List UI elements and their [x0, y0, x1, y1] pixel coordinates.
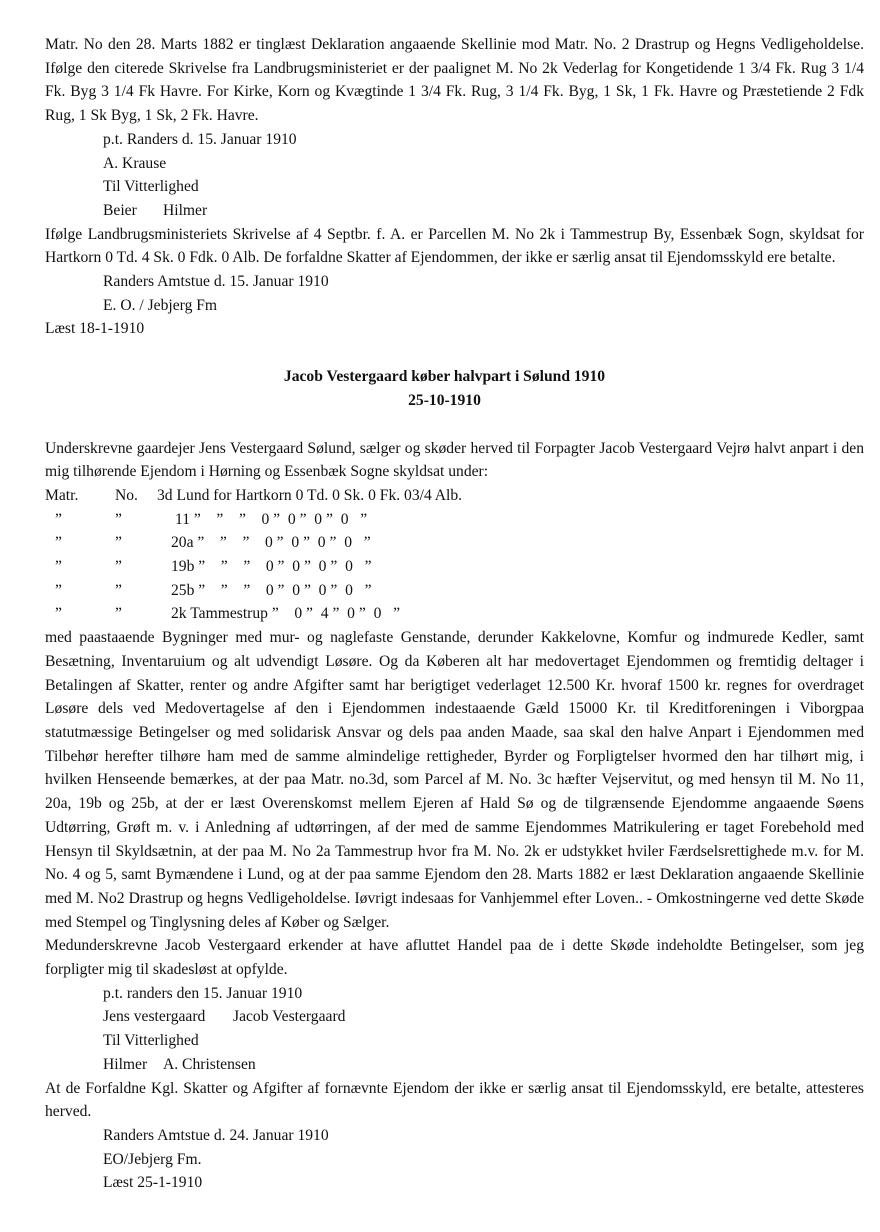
- registration-note: Læst 25-1-1910: [103, 1174, 203, 1192]
- table-cell: 25b ” ” ” 0 ” 0 ” 0 ” 0 ”: [171, 581, 372, 599]
- section-date: 25-10-1910: [408, 391, 481, 409]
- table-cell: ”: [115, 605, 122, 623]
- table-row: [45, 531, 505, 555]
- place-date-line: Randers Amtstue d. 24. Januar 1910: [103, 1126, 329, 1144]
- signature-name: EO/Jebjerg Fm.: [103, 1150, 202, 1168]
- table-cell: 3d Lund for Hartkorn 0 Td. 0 Sk. 0 Fk. 03/4 Alb.: [157, 486, 463, 504]
- witness-name: A. Christensen: [163, 1055, 256, 1073]
- deed-intro: Underskrevne gaardejer Jens Vestergaard Sølund, sælger og skøder herved til Forpagter Jacob Vestergaard Vejrø halvt anpart i den mig tilhørende Ejendom i Hørning og Essenbæk Sogne skyldsat under:: [45, 439, 864, 481]
- table-cell: 2k Tammestrup ” 0 ” 4 ” 0 ” 0 ”: [171, 605, 401, 623]
- buyer-acknowledgement: Medunderskrevne Jacob Vestergaard erkender at have afluttet Handel paa de i dette Skøde indeholdte Betingelser, som jeg forpligter mig til skadesløst at opfylde.: [45, 937, 864, 979]
- signature-name: A. Krause: [103, 154, 167, 172]
- table-cell: ”: [55, 558, 62, 576]
- party-signatures: [45, 1005, 864, 1029]
- table-cell: ”: [55, 534, 62, 552]
- table-cell: ”: [55, 605, 62, 623]
- deed-body: med paastaaende Bygninger med mur- og naglefaste Genstande, derunder Kakkelovne, Komfur og indmurede Kedler, samt Besætning, Inventaruium og alt udvendigt Løsøre. Og da Køberen alt har medovertaget Ejendommen og fremtidig deltager i Betalingen af Skatter, renter og andre Afgifter samt har berigtiget vederlaget 12.500 Kr. hvoraf 1500 kr. regnes for overdraget Løsøre dels ved Medovertagelse af den i Ejendommen indestaaende Gæld 15000 Kr. til Kreditforeningen i Viborgpaa statutmæssige Betingelser og med solidarisk Ansvar og dels paa anden Maade, saa skal den halve Anpart i Ejendommen med Tilbehør herefter tilhøre ham med de samme almindelige rettigheder, Byrder og Forpligtelser hvormed den har tilhørt mig, i hvilken Henseende bemærkes, at der paa Matr. no.3d, som Parcel af M. No. 3c hæfter Vejservitut, og med hensyn til M. No 11, 20a, 19b og 25b, at der er læst Overenskomst mellem Ejeren af Hald Sø og de tilgrænsende Ejendomme angaaende Søens Udtørring, Grøft m. v. i Anledning af udtørringen, af der med de samme Ejendommes Matrikulering er taget Forebehold med Hensyn til Skyldsætnin, at der paa M. No 2a Tammestrup hvor fra M. No. 2k er udstykket hviler Færdselsrettighede m.v. for M. No. 4 og 5, samt Bymændene i Lund, og at der paa samme Ejendom den 28. Marts 1882 er læst Deklaration angaaende Skellinie med M. No2 Drastrup og hegns Vedligeholdelse. Iøvrigt indesaas for Vanhjemmel efter Loven.. - Omkostningerne ved dette Skøde med Stempel og Tinglysning deles af Køber og Sælger.: [45, 629, 864, 931]
- witness-heading: Til Vitterlighed: [103, 178, 199, 196]
- witness-names: [45, 1053, 864, 1077]
- paragraph-ministry: Ifølge Landbrugsministeriets Skrivelse af 4 Septbr. f. A. er Parcellen M. No 2k i Tammestrup By, Essenbæk Sogn, skyldsat for Hartkorn 0 Td. 4 Sk. 0 Fdk. 0 Alb. De forfaldne Skatter af Ejendommen, der ikke er særlig ansat til Ejendomsskyld ere betalte.: [45, 225, 864, 267]
- buyer-signature: Jacob Vestergaard: [233, 1008, 346, 1026]
- paragraph-declaration: Matr. No den 28. Marts 1882 er tinglæst Deklaration angaaende Skellinie mod Matr. No. 2 Drastrup og Hegns Vedligeholdelse. Ifølge den citerede Skrivelse fra Landbrugsministeriet er der paalignet M. No 2k Vederlag for Kongetidende 1 3/4 Fk. Rug 3 1/4 Fk. Byg 3 1/4 Fk Havre. For Kirke, Korn og Kvægtinde 1 3/4 Fk. Rug, 3 1/4 Fk. Byg, 1 Sk, 1 Fk. Havre og Præstetiende 2 Fdk Rug, 1 Sk Byg, 1 Sk, 2 Fk. Havre.: [45, 36, 864, 125]
- table-cell: 19b ” ” ” 0 ” 0 ” 0 ” 0 ”: [171, 558, 372, 576]
- table-cell: 20a ” ” ” 0 ” 0 ” 0 ” 0 ”: [171, 534, 371, 552]
- table-row: [45, 508, 505, 532]
- table-row: [45, 484, 505, 508]
- table-cell: No.: [115, 486, 138, 504]
- table-cell: ”: [115, 581, 122, 599]
- witness-heading: Til Vitterlighed: [103, 1032, 199, 1050]
- table-row: [45, 555, 505, 579]
- witness-name: Beier: [103, 201, 137, 219]
- seller-signature: Jens vestergaard: [103, 1008, 206, 1026]
- signature-name: E. O. / Jebjerg Fm: [103, 296, 218, 314]
- table-cell: 11 ” ” ” 0 ” 0 ” 0 ” 0 ”: [175, 510, 368, 528]
- place-date-line: p.t. randers den 15. Januar 1910: [103, 984, 303, 1002]
- table-cell: ”: [115, 558, 122, 576]
- table-row: [45, 579, 505, 603]
- witness-names: [45, 199, 864, 223]
- witness-name: Hilmer: [103, 1055, 148, 1073]
- table-row: [45, 602, 505, 626]
- section-title: Jacob Vestergaard køber halvpart i Sølund 1910: [283, 368, 606, 386]
- tax-attestation: At de Forfaldne Kgl. Skatter og Afgifter af fornævnte Ejendom der ikke er særlig ansat til Ejendomsskyld, ere betalte, attesteres herved.: [45, 1079, 864, 1121]
- table-cell: ”: [55, 510, 62, 528]
- table-cell: ”: [115, 534, 122, 552]
- table-cell: ”: [115, 510, 122, 528]
- place-date-line: p.t. Randers d. 15. Januar 1910: [103, 130, 297, 148]
- table-cell: ”: [55, 581, 62, 599]
- cadastral-table: [45, 484, 505, 626]
- registration-note: Læst 18-1-1910: [45, 320, 145, 338]
- witness-name: Hilmer: [163, 201, 208, 219]
- table-cell: Matr.: [45, 486, 79, 504]
- place-date-line: Randers Amtstue d. 15. Januar 1910: [103, 273, 329, 291]
